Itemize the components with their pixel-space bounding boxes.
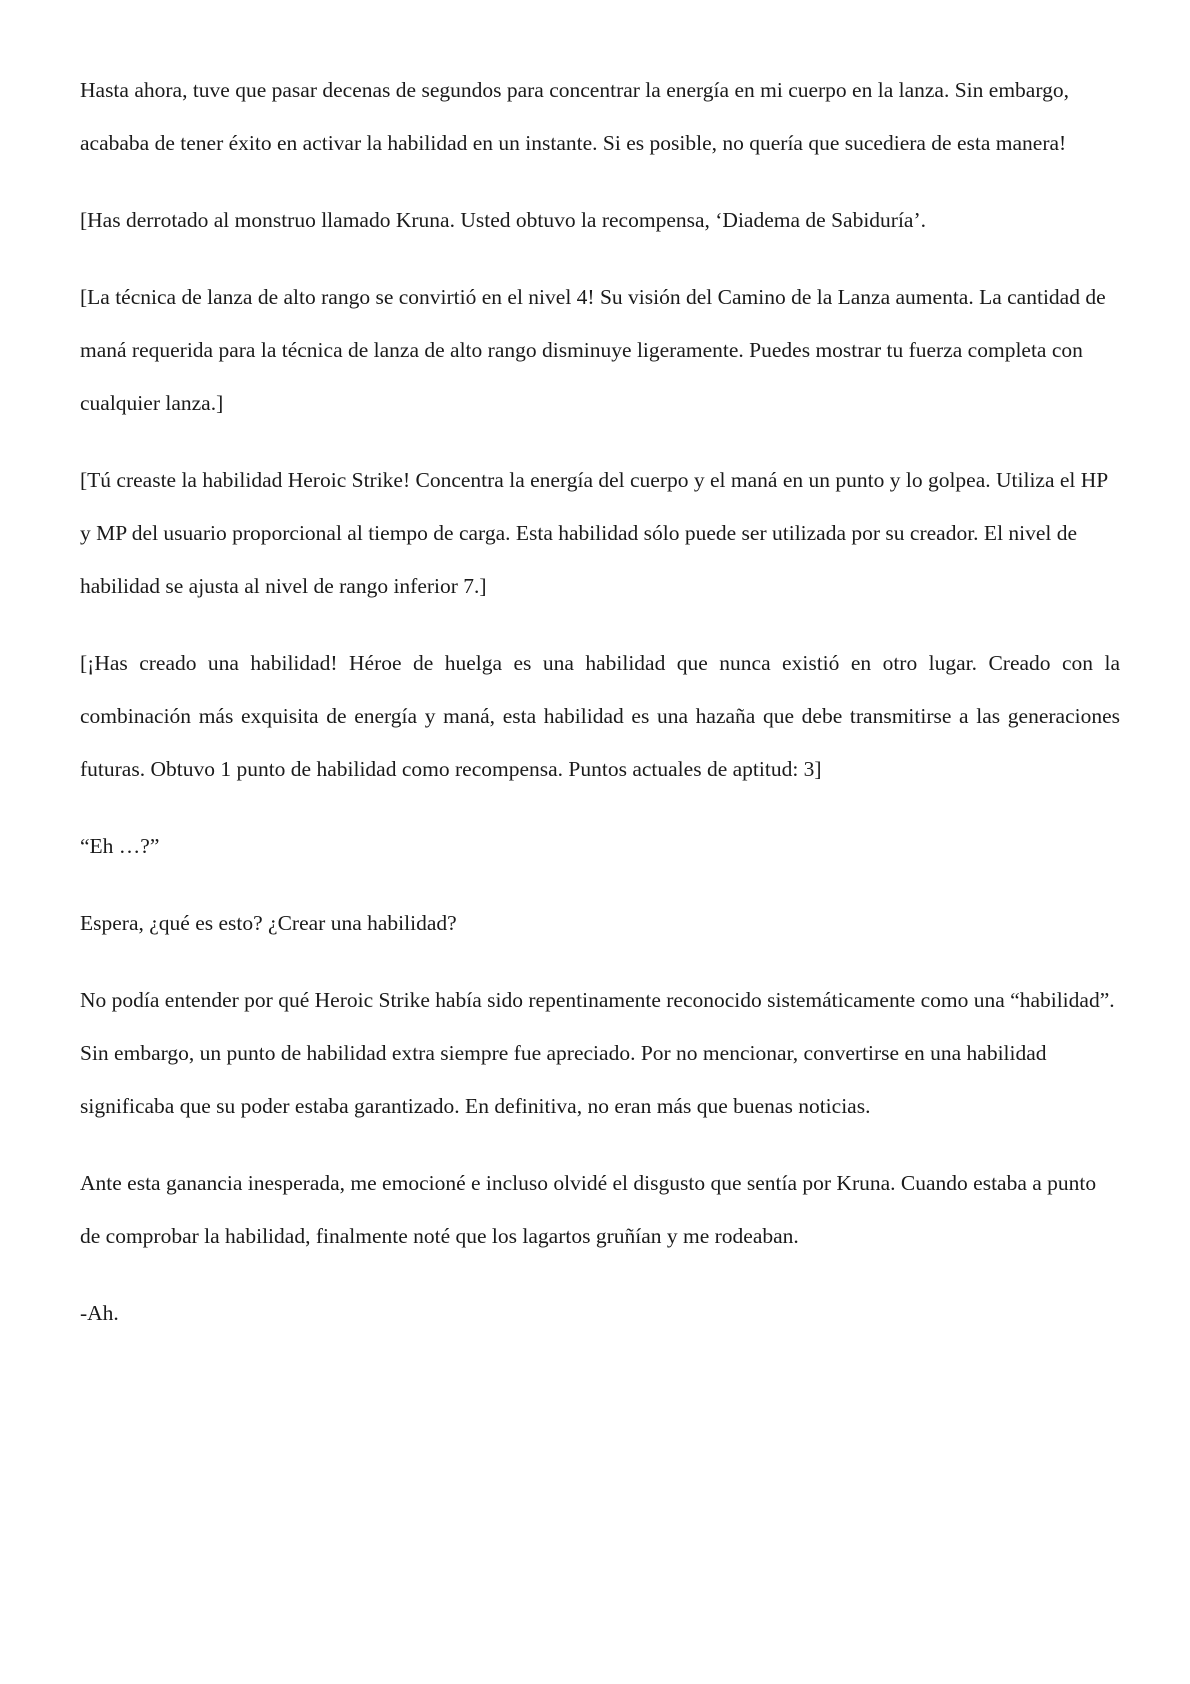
paragraph: [Tú creaste la habilidad Heroic Strike! Concentra la energía del cuerpo y el maná en un punto y lo golpea. Utiliza el HP y MP del usuario proporcional al tiempo de carga. Esta habilidad sólo puede ser utilizada por su creador. El nivel de habilidad se ajusta al nivel de rango inferior 7.] xyxy=(80,468,1108,598)
paragraph: -Ah. xyxy=(80,1301,119,1325)
text-body xyxy=(80,64,1120,1364)
paragraph: No podía entender por qué Heroic Strike había sido repentinamente reconocido sistemáticamente como una “habilidad”. Sin embargo, un punto de habilidad extra siempre fue apreciado. Por no mencionar, convertirse en una habilidad significaba que su poder estaba garantizado. En definitiva, no eran más que buenas noticias. xyxy=(80,988,1115,1118)
paragraph: Hasta ahora, tuve que pasar decenas de segundos para concentrar la energía en mi cuerpo en la lanza. Sin embargo, acababa de tener éxito en activar la habilidad en un instante. Si es posible, no quería que sucediera de esta manera! xyxy=(80,78,1069,155)
paragraph: [Has derrotado al monstruo llamado Kruna. Usted obtuvo la recompensa, ‘Diadema de Sabiduría’. xyxy=(80,208,927,232)
paragraph: “Eh …?” xyxy=(80,834,160,858)
paragraph: Ante esta ganancia inesperada, me emocioné e incluso olvidé el disgusto que sentía por Kruna. Cuando estaba a punto de comprobar la habilidad, finalmente noté que los lagartos gruñían y me rodeaban. xyxy=(80,1171,1097,1248)
paragraph: Espera, ¿qué es esto? ¿Crear una habilidad? xyxy=(80,911,457,935)
paragraph: [La técnica de lanza de alto rango se convirtió en el nivel 4! Su visión del Camino de la Lanza aumenta. La cantidad de maná requerida para la técnica de lanza de alto rango disminuye ligeramente. Puedes mostrar tu fuerza completa con cualquier lanza.] xyxy=(80,285,1106,415)
paragraph: [¡Has creado una habilidad! Héroe de huelga es una habilidad que nunca existió en otro lugar. Creado con la combinación más exquisita de energía y maná, esta habilidad es una hazaña que debe transmitirse a las generaciones futuras. Obtuvo 1 punto de habilidad como recompensa. Puntos actuales de aptitud: 3] xyxy=(80,651,1120,781)
